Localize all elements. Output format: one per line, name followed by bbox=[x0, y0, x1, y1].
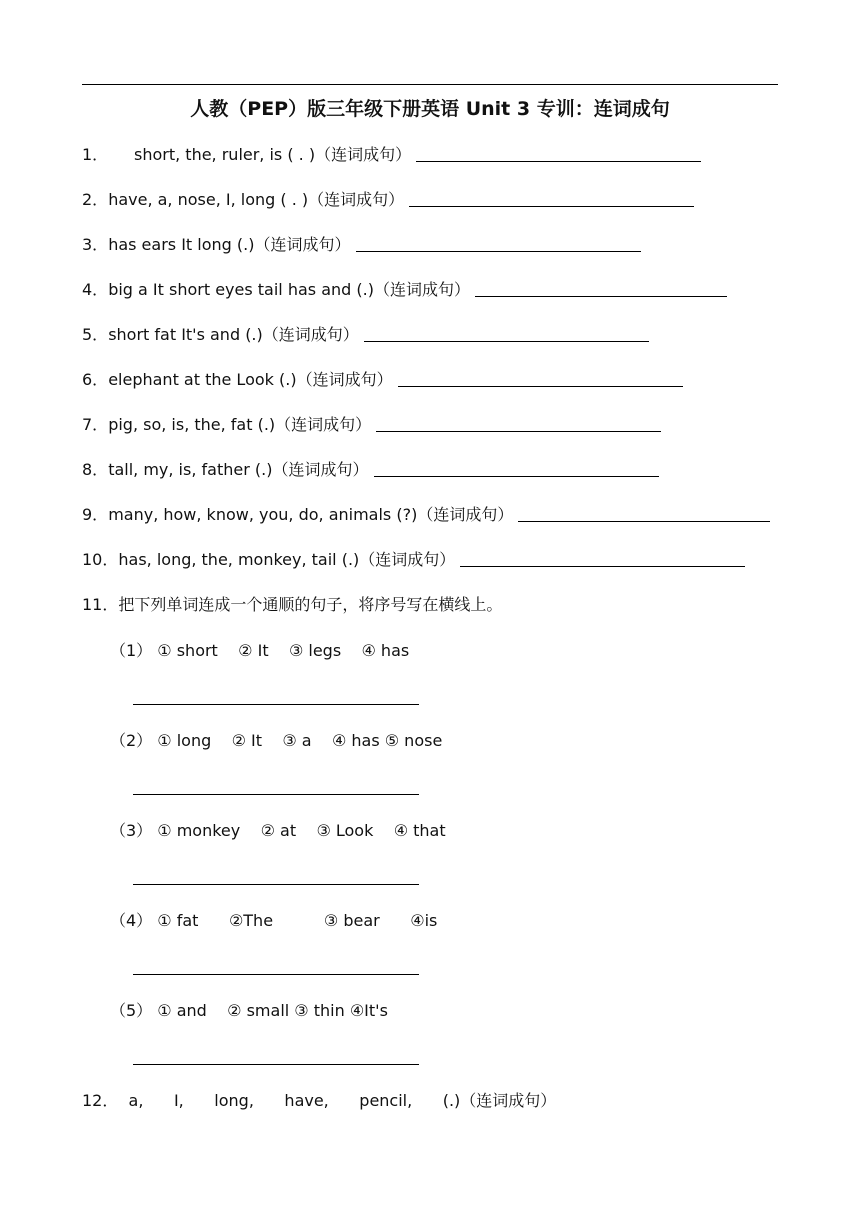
question-text: 把下列单词连成一个通顺的句子，将序号写在横线上。 bbox=[118, 595, 503, 614]
question-number: 1． bbox=[82, 145, 109, 164]
word-choice: ② It bbox=[231, 731, 263, 750]
answer-line[interactable] bbox=[133, 884, 419, 885]
question-5 bbox=[82, 325, 649, 345]
sub-question-2 bbox=[110, 731, 442, 751]
sub-question-label: （4） bbox=[110, 911, 153, 930]
answer-line[interactable] bbox=[475, 280, 727, 297]
sub-question-3 bbox=[110, 821, 446, 841]
question-8 bbox=[82, 460, 659, 480]
question-10 bbox=[82, 550, 745, 570]
word-choice: ③ Look bbox=[316, 821, 374, 840]
answer-line[interactable] bbox=[364, 325, 649, 342]
answer-line[interactable] bbox=[398, 370, 683, 387]
question-3 bbox=[82, 235, 641, 255]
question-11 bbox=[82, 595, 502, 615]
question-number: 2． bbox=[82, 190, 109, 209]
question-text: short fat It's and (.)（连词成句） bbox=[108, 325, 359, 344]
answer-line[interactable] bbox=[416, 145, 701, 162]
word-choice: ① short bbox=[157, 641, 218, 660]
question-text: pig, so, is, the, fat (.)（连词成句） bbox=[108, 415, 372, 434]
question-number: 8． bbox=[82, 460, 109, 479]
word-choice: ④ has bbox=[331, 731, 380, 750]
question-12 bbox=[82, 1091, 556, 1111]
sub-question-label: （3） bbox=[110, 821, 153, 840]
word-choice: ① long bbox=[157, 731, 212, 750]
word-choice: ④ has bbox=[361, 641, 410, 660]
word-choice: pencil, bbox=[359, 1091, 413, 1110]
question-2 bbox=[82, 190, 694, 210]
answer-line[interactable] bbox=[133, 704, 419, 705]
word-choice: I, bbox=[173, 1091, 184, 1110]
question-7 bbox=[82, 415, 661, 435]
word-choice: ② at bbox=[260, 821, 297, 840]
word-choice: ④ that bbox=[393, 821, 446, 840]
question-text: (.)（连词成句） bbox=[442, 1091, 557, 1110]
question-number: 10． bbox=[82, 550, 119, 569]
word-choice: ③ legs bbox=[288, 641, 342, 660]
sub-question-4 bbox=[110, 911, 437, 931]
word-choice: ① fat bbox=[157, 911, 199, 930]
word-choice: ① and bbox=[157, 1001, 207, 1020]
question-text: short, the, ruler, is ( . )（连词成句） bbox=[134, 145, 412, 164]
question-6 bbox=[82, 370, 683, 390]
word-choice: ③ thin bbox=[294, 1001, 345, 1020]
question-text: has, long, the, monkey, tail (.)（连词成句） bbox=[118, 550, 456, 569]
header-rule bbox=[82, 84, 778, 85]
question-number: 5． bbox=[82, 325, 109, 344]
question-text: tall, my, is, father (.)（连词成句） bbox=[108, 460, 369, 479]
question-1 bbox=[82, 145, 701, 165]
question-text: have, a, nose, I, long ( . )（连词成句） bbox=[108, 190, 405, 209]
word-choice: ① monkey bbox=[157, 821, 241, 840]
question-number: 9． bbox=[82, 505, 109, 524]
word-choice: ② small bbox=[227, 1001, 290, 1020]
question-text: elephant at the Look (.)（连词成句） bbox=[108, 370, 393, 389]
answer-line[interactable] bbox=[518, 505, 770, 522]
word-choice: ④It's bbox=[349, 1001, 388, 1020]
answer-line[interactable] bbox=[133, 794, 419, 795]
question-number: 4． bbox=[82, 280, 109, 299]
word-choice: have, bbox=[284, 1091, 329, 1110]
word-choice: ②The bbox=[228, 911, 274, 930]
word-choice: a, bbox=[128, 1091, 144, 1110]
question-number: 6． bbox=[82, 370, 109, 389]
answer-line[interactable] bbox=[374, 460, 659, 477]
answer-line[interactable] bbox=[409, 190, 694, 207]
sub-question-1 bbox=[110, 641, 409, 661]
sub-question-label: （5） bbox=[110, 1001, 153, 1020]
word-choice: ③ a bbox=[282, 731, 312, 750]
question-4 bbox=[82, 280, 727, 300]
question-text: has ears It long (.)（连词成句） bbox=[108, 235, 351, 254]
sub-question-label: （1） bbox=[110, 641, 153, 660]
question-number: 11． bbox=[82, 595, 119, 614]
question-text: many, how, know, you, do, animals (?)（连词成句） bbox=[108, 505, 514, 524]
sub-question-5 bbox=[110, 1001, 388, 1021]
word-choice: long, bbox=[214, 1091, 254, 1110]
answer-line[interactable] bbox=[133, 1064, 419, 1065]
word-choice: ③ bear bbox=[323, 911, 380, 930]
answer-line[interactable] bbox=[460, 550, 745, 567]
question-9 bbox=[82, 505, 770, 525]
word-choice: ② It bbox=[238, 641, 269, 660]
answer-line[interactable] bbox=[376, 415, 661, 432]
answer-line[interactable] bbox=[133, 974, 419, 975]
sub-question-label: （2） bbox=[110, 731, 153, 750]
question-text: big a It short eyes tail has and (.)（连词成句） bbox=[108, 280, 470, 299]
word-choice: ④is bbox=[410, 911, 438, 930]
question-number: 7． bbox=[82, 415, 109, 434]
word-choice: ⑤ nose bbox=[384, 731, 443, 750]
question-number: 3． bbox=[82, 235, 109, 254]
answer-line[interactable] bbox=[356, 235, 641, 252]
page-title: 人教（PEP）版三年级下册英语 Unit 3 专训：连词成句 bbox=[190, 98, 670, 120]
question-number: 12． bbox=[82, 1091, 119, 1110]
